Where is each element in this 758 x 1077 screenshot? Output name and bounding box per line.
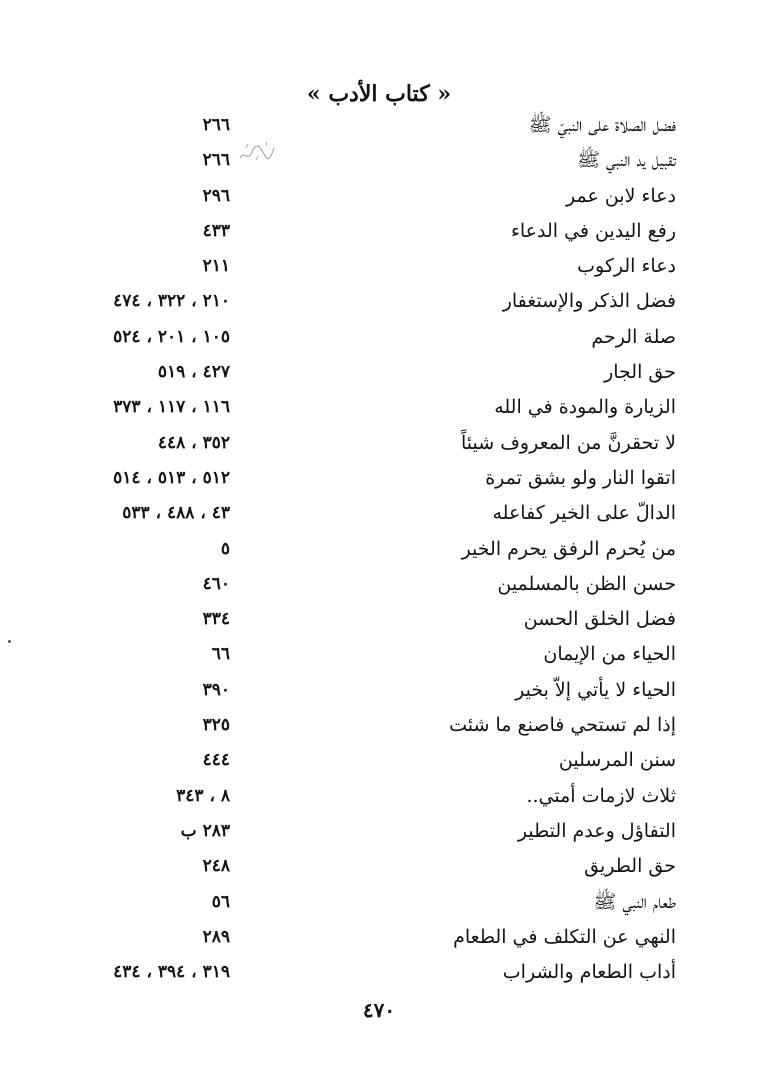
entry-page-numbers: ١١٦ ، ١١٧ ، ٣٧٣	[113, 397, 230, 418]
index-entry	[60, 602, 690, 637]
entry-page-numbers: ٣٩٠	[202, 679, 230, 700]
entry-label: صلة الرحم	[591, 325, 676, 348]
index-entry	[60, 779, 690, 814]
entry-page-numbers: ٢٩٦	[202, 185, 230, 206]
entry-label: فضل الصلاة على النبيّ ﷺ	[528, 114, 676, 136]
chapter-title: « كتاب الأدب »	[306, 81, 452, 107]
entry-page-numbers: ٤٦٠	[202, 573, 230, 594]
entry-label: من يُحرم الرفق يحرم الخير	[461, 537, 676, 560]
index-entry	[60, 673, 690, 708]
entry-page-numbers: ٢٦٦	[202, 150, 230, 171]
index-entry	[60, 390, 690, 425]
entry-label: النهي عن التكلف في الطعام	[453, 925, 676, 948]
scan-speck	[8, 640, 11, 643]
entry-page-numbers: ٦٦	[211, 644, 230, 665]
handwritten-mark	[236, 140, 276, 166]
entry-page-numbers: ٥	[220, 538, 230, 559]
entry-label: إذا لم تستحي فاصنع ما شئت	[449, 714, 676, 737]
entry-label: التفاؤل وعدم التطير	[517, 819, 676, 842]
entry-label: ثلاث لازمات أمتي..	[526, 784, 676, 807]
entry-label: حق الجار	[604, 361, 676, 384]
index-entry	[60, 955, 690, 990]
entry-label: أداب الطعام والشراب	[502, 961, 676, 984]
index-entry	[60, 814, 690, 849]
index-entry	[60, 567, 690, 602]
entry-page-numbers: ٤٢٧ ، ٥١٩	[157, 362, 230, 383]
index-entries-list	[60, 108, 690, 990]
index-entry	[60, 885, 690, 920]
entry-page-numbers: ٢٦٦	[202, 115, 230, 135]
index-entry	[60, 284, 690, 319]
entry-label: طعام النبي ﷺ	[593, 890, 676, 913]
index-entry	[60, 179, 690, 214]
entry-label: رفع اليدين في الدعاء	[510, 219, 676, 242]
entry-label: الدالّ على الخير كفاعله	[492, 502, 676, 525]
index-entry	[60, 214, 690, 249]
entry-label: سنن المرسلين	[558, 749, 676, 772]
index-entry	[60, 496, 690, 531]
entry-page-numbers: ٣٣٤	[202, 609, 230, 630]
entry-page-numbers: ٣١٩ ، ٣٩٤ ، ٤٣٤	[113, 962, 230, 983]
entry-page-numbers: ٨ ، ٣٤٣	[176, 785, 230, 806]
index-entry	[60, 143, 690, 178]
entry-page-numbers: ٢٨٩	[202, 926, 230, 947]
entry-page-numbers: ٣٢٥	[202, 715, 230, 736]
entry-page-numbers: ٣٥٢ ، ٤٤٨	[157, 432, 230, 453]
entry-label: الزيارة والمودة في الله	[494, 396, 676, 419]
entry-label: حق الطريق	[584, 855, 676, 878]
entry-page-numbers: ٢٨٣ ب	[180, 820, 230, 841]
index-entry	[60, 108, 690, 143]
entry-page-numbers: ٤٤٤	[202, 750, 230, 771]
entry-label: الحياء لا يأتي إلاّ بخير	[515, 678, 676, 701]
entry-page-numbers: ٥٦	[211, 891, 230, 912]
index-entry	[60, 920, 690, 955]
index-entry	[60, 849, 690, 884]
index-entry	[60, 355, 690, 390]
index-entry	[60, 743, 690, 778]
index-entry	[60, 249, 690, 284]
entry-label: دعاء الركوب	[577, 255, 676, 278]
entry-page-numbers: ٢١٠ ، ٣٢٢ ، ٤٧٤	[113, 291, 230, 312]
entry-label: الحياء من الإيمان	[543, 643, 676, 666]
entry-label: فضل الذكر والإستغفار	[502, 290, 676, 313]
index-entry	[60, 320, 690, 355]
index-entry	[60, 532, 690, 567]
entry-page-numbers: ٢١١	[202, 256, 230, 277]
entry-page-numbers: ٤٣٣	[202, 220, 230, 241]
entry-page-numbers: ١٠٥ ، ٢٠١ ، ٥٢٤	[113, 326, 230, 347]
entry-page-numbers: ٢٤٨	[202, 856, 230, 877]
entry-label: لا تحقرنَّ من المعروف شيئاً	[461, 431, 676, 454]
entry-page-numbers: ٥١٢ ، ٥١٣ ، ٥١٤	[113, 467, 230, 488]
entry-page-numbers: ٤٣ ، ٤٨٨ ، ٥٣٣	[122, 503, 230, 524]
index-entry	[60, 708, 690, 743]
entry-label: تقبيل يد النبي ﷺ	[576, 149, 676, 172]
entry-label: اتقوا النار ولو بشق تمرة	[485, 466, 676, 489]
index-entry	[60, 461, 690, 496]
page-number: ٤٧٠	[362, 998, 396, 1022]
entry-label: دعاء لابن عمر	[566, 184, 676, 207]
entry-label: حسن الظن بالمسلمين	[497, 572, 676, 595]
index-entry	[60, 426, 690, 461]
index-entry	[60, 637, 690, 672]
entry-label: فضل الخلق الحسن	[523, 608, 676, 631]
